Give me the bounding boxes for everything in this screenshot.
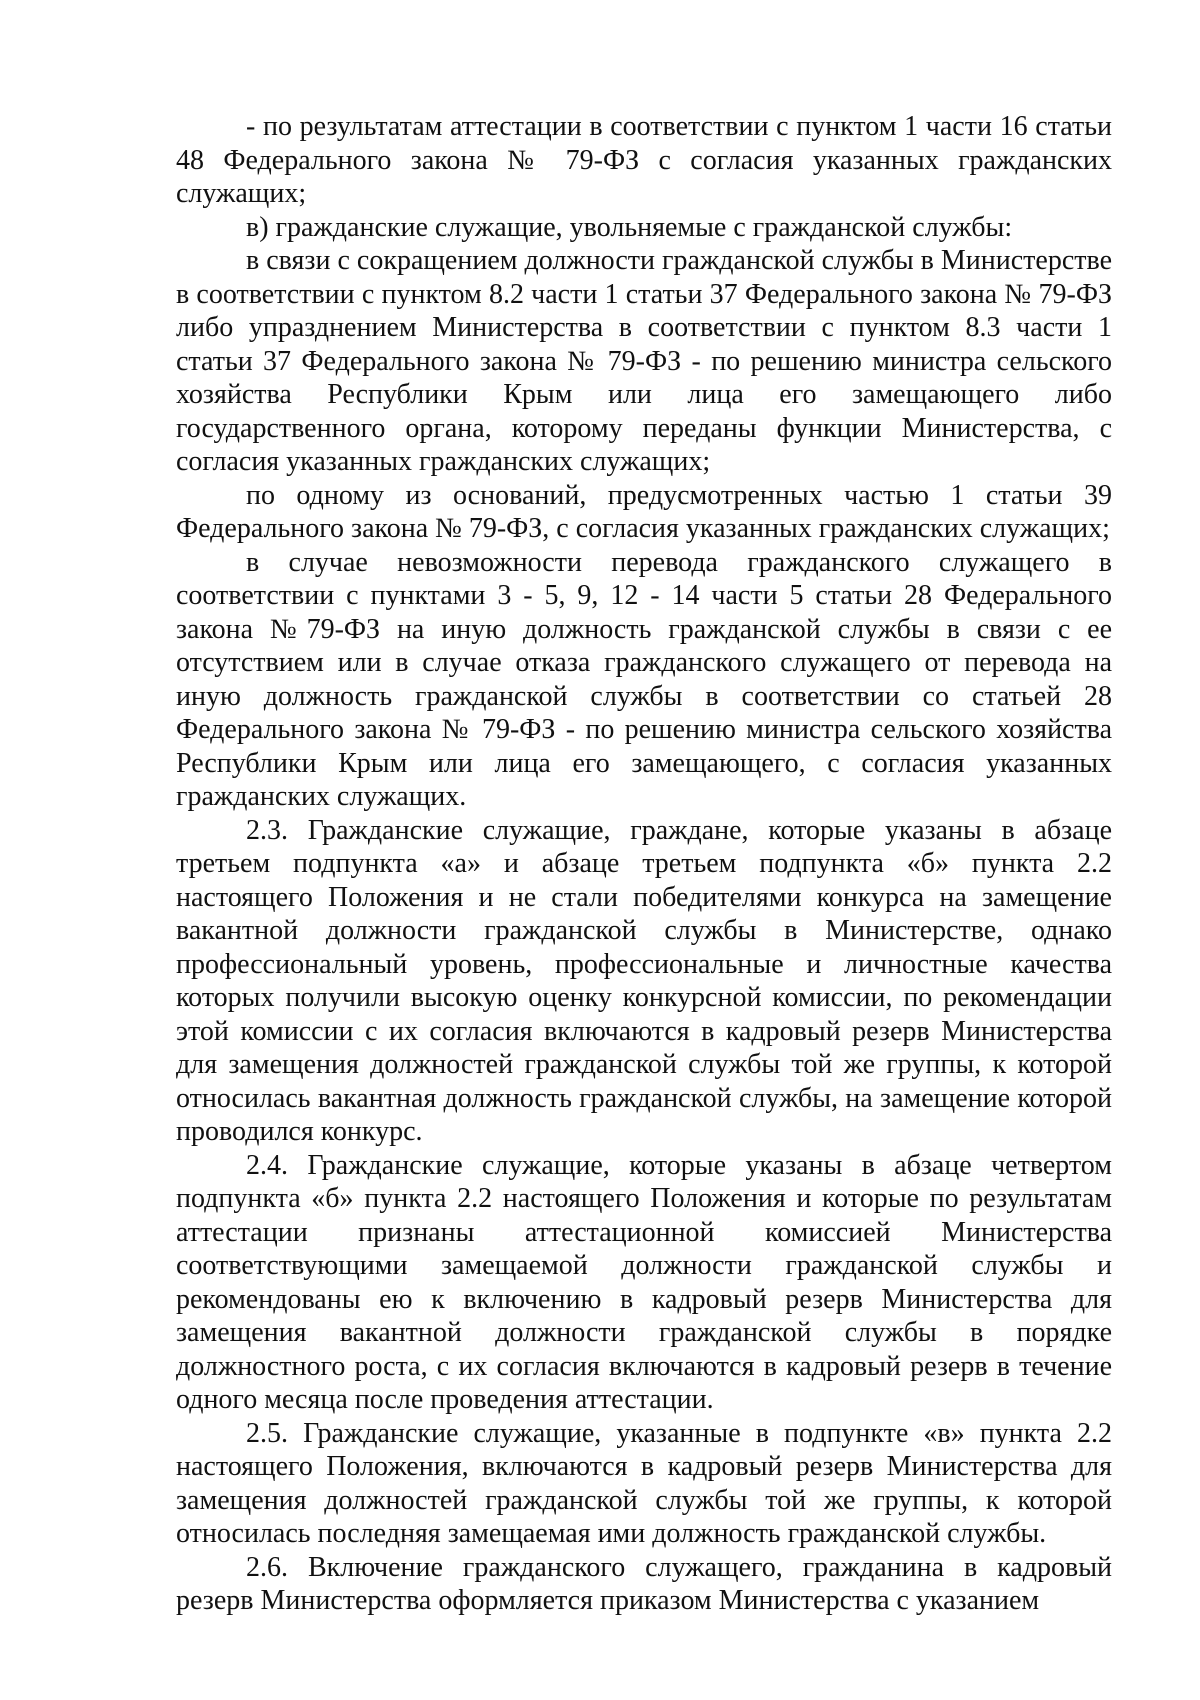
paragraph-subitem-v-heading: в) гражданские служащие, увольняемые с гражданской службы: [246, 211, 1013, 243]
paragraph-section-2-5: 2.5. Гражданские служащие, указанные в подпункте «в» пункта 2.2 настоящего Положения, включаются в кадровый резерв Министерства для замещения должностей гражданской службы той же группы, к которой относилась последняя замещаемая ими должность гражданской службы. [176, 1417, 1112, 1549]
paragraph-section-2-3: 2.3. Гражданские служащие, граждане, которые указаны в абзаце третьем подпункта «а» и абзаце третьем подпункта «б» пункта 2.2 настоящего Положения и не стали победителями конкурса на замещение вакантной должности гражданской службы в Министерстве, однако профессиональный уровень, профессиональные и личностные качества которых получили высокую оценку конкурсной комиссии, по рекомендации этой комиссии с их согласия включаются в кадровый резерв Министерства для замещения должностей гражданской службы той же группы, к которой относилась вакантная должность гражданской службы, на замещение которой проводился конкурс. [176, 814, 1112, 1147]
paragraph-article-39-grounds: по одному из оснований, предусмотренных частью 1 статьи 39 Федерального закона № 79-ФЗ, с согласия указанных гражданских служащих; [176, 479, 1112, 544]
paragraph-section-2-4: 2.4. Гражданские служащие, которые указаны в абзаце четвертом подпункта «б» пункта 2.2 настоящего Положения и которые по результатам аттестации признаны аттестационной комиссией Министерства соответствующими замещаемой должности гражданской службы и рекомендованы ею к включению в кадровый резерв Министерства для замещения вакантной должности гражданской службы в порядке должностного роста, с их согласия включаются в кадровый резерв в течение одного месяца после проведения аттестации. [176, 1149, 1112, 1415]
document-page [176, 110, 1112, 1618]
paragraph-attestation-consent: - по результатам аттестации в соответствии с пунктом 1 части 16 статьи 48 Федерального закона № 79-ФЗ с согласия указанных гражданских служащих; [176, 111, 1112, 209]
paragraph-section-2-6: 2.6. Включение гражданского служащего, гражданина в кадровый резерв Министерства оформляется приказом Министерства с указанием [176, 1551, 1112, 1616]
paragraph-reduction-of-position: в связи с сокращением должности гражданской службы в Министерстве в соответствии с пунктом 8.2 части 1 статьи 37 Федерального закона № 79-ФЗ либо упразднением Министерства в соответствии с пунктом 8.3 части 1 статьи 37 Федерального закона № 79-ФЗ - по решению министра сельского хозяйства Республики Крым или лица его замещающего либо государственного органа, которому переданы функции Министерства, с согласия указанных гражданских служащих; [176, 245, 1112, 477]
paragraph-impossible-transfer: в случае невозможности перевода гражданского служащего в соответствии с пунктами 3 - 5, 9, 12 - 14 части 5 статьи 28 Федерального закона №79-ФЗ на иную должность гражданской службы в связи с ее отсутствием или в случае отказа гражданского служащего от перевода на иную должность гражданской службы в соответствии со статьей 28 Федерального закона № 79-ФЗ - по решению министра сельского хозяйства Республики Крым или лица его замещающего, с согласия указанных гражданских служащих. [176, 546, 1112, 812]
